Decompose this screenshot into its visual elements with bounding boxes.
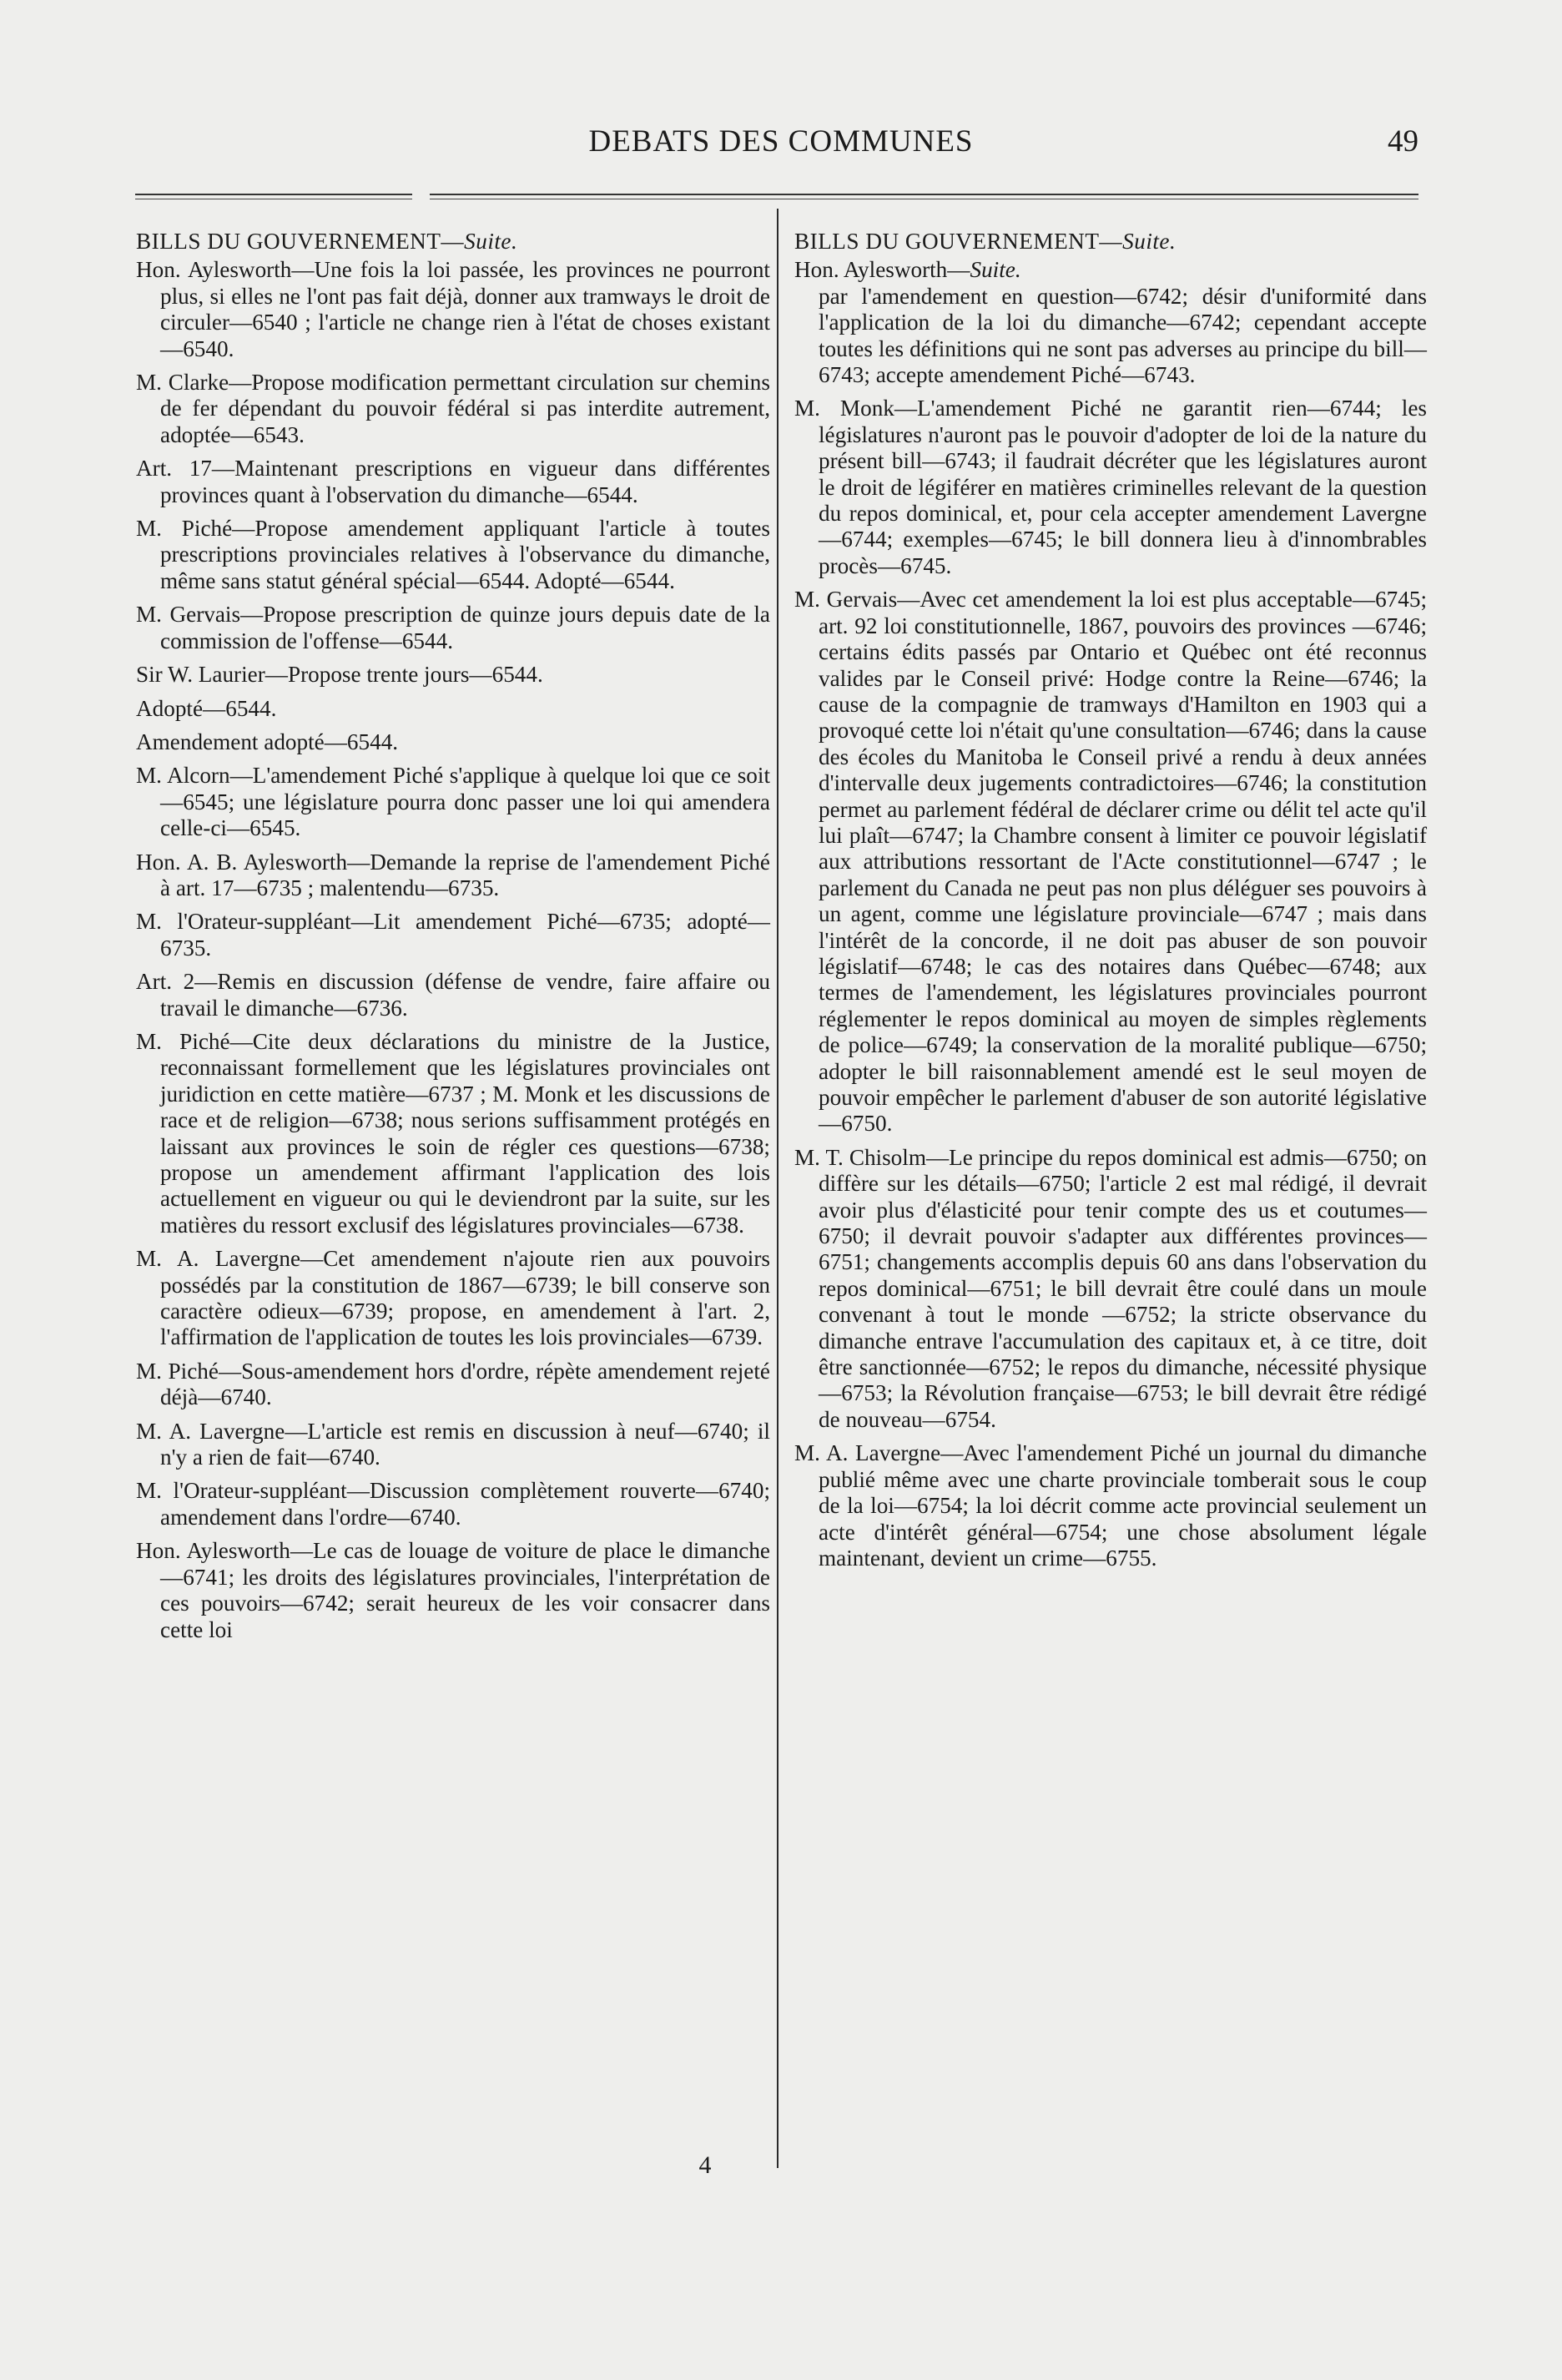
index-entry: Adopté—6544. <box>136 695 277 721</box>
index-entry: M. A. Lavergne—Avec l'amendement Piché un journal du dimanche publié même avec une charte provinciale tomberait sous le coup de la loi—6754; la loi décrit comme acte provincial seulement un acte d'intérêt général—6754; une chose absolument légale maintenant, devient un crime—6755. <box>794 1440 1427 1571</box>
index-entry: M. Piché—Sous-amendement hors d'ordre, répète amendement rejeté déjà—6740. <box>136 1358 770 1410</box>
index-entry: Hon. A. B. Aylesworth—Demande la reprise de l'amendement Piché à art. 17—6735 ; malentendu—6735. <box>136 849 770 900</box>
page-number: 49 <box>1388 124 1418 159</box>
index-entry: M. Alcorn—L'amendement Piché s'applique à quelque loi que ce soit—6545; une législature pourra donc passer une loi qui amendera celle-ci—6545. <box>136 763 770 841</box>
index-entry: M. Piché—Cite deux déclarations du ministre de la Justice, reconnaissant formellement que les législatures provinciales ont juridiction en cette matière—6737 ; M. Monk et les discussions de race et de religion—6738; nous serions suffisamment protégés en laissant aux provinces le soin de régler ces questions—6738; propose un amendement affirmant l'application des lois actuellement en vigueur ou qui le deviendront par la suite, sur les matières du ressort exclusif des législatures provinciales—6738. <box>136 1028 770 1238</box>
index-entry: M. l'Orateur-suppléant—Lit amendement Piché—6735; adopté—6735. <box>136 909 770 961</box>
index-entry: M. Gervais—Propose prescription de quinze jours depuis date de la commission de l'offense—6544. <box>136 602 770 653</box>
column-divider <box>777 209 778 2168</box>
index-entry: M. A. Lavergne—L'article est remis en discussion à neuf—6740; il n'y a rien de fait—6740. <box>136 1418 770 1470</box>
index-entry: M. Piché—Propose amendement appliquant l'article à toutes prescriptions provinciales relatives à l'observance du dimanche, même sans statut général spécial—6544. Adopté—6544. <box>136 516 770 593</box>
index-entry: M. T. Chisolm—Le principe du repos dominical est admis—6750; on diffère sur les détails—6750; l'article 2 est mal rédigé, il devrait avoir plus d'élasticité pour tenir compte des us et coutumes—6750; il devrait pouvoir s'adapter aux différentes provinces—6751; changements accomplis depuis 60 ans dans l'observation du repos dominical—6751; le bill devrait être coulé dans un moule convenant à tout le monde —6752; la stricte observance du dimanche entrave l'accumulation des capitaux et, à ce titre, doit être sanctionnée—6752; le repos du dimanche, nécessité physique—6753; la Révolution française—6753; le bill devrait être rédigé de nouveau—6754. <box>794 1144 1427 1432</box>
signature-mark: 4 <box>698 2151 712 2179</box>
header-rule-left-top <box>135 194 412 195</box>
index-entry: Art. 17—Maintenant prescriptions en vigueur dans différentes provinces quant à l'observation du dimanche—6544. <box>136 456 770 507</box>
index-entry: M. Monk—L'amendement Piché ne garantit rien—6744; les législatures n'auront pas le pouvoir d'adopter de loi de la nature du présent bill—6743; il faudrait décréter que les législatures auront le droit de légiférer en matières criminelles relevant de la question du repos dominical, et, pour cela accepter amendement Lavergne—6744; exemples—6745; le bill donnera lieu à d'innombrables procès—6745. <box>794 396 1427 578</box>
index-entry: Hon. Aylesworth—Le cas de louage de voiture de place le dimanche—6741; les droits des législatures provinciales, l'interprétation de ces pouvoirs—6742; serait heureux de les voir consacrer dans cette loi <box>136 1538 770 1642</box>
right-column-heading: BILLS DU GOUVERNEMENT—Suite. <box>794 229 1177 254</box>
index-entry: Art. 2—Remis en discussion (défense de vendre, faire affaire ou travail le dimanche—6736. <box>136 969 770 1021</box>
page-title: DEBATS DES COMMUNES <box>588 124 974 159</box>
index-entry: Amendement adopté—6544. <box>136 729 399 754</box>
left-column <box>136 229 770 1651</box>
left-column-heading: BILLS DU GOUVERNEMENT—Suite. <box>136 229 518 254</box>
index-entry: M. Gervais—Avec cet amendement la loi est plus acceptable—6745; art. 92 loi constitutionnelle, 1867, pouvoirs des provinces —6746; certains édits passés par Ontario et Québec ont été reconnus valides par le Conseil privé: Hodge contre la Reine—6746; la cause de la compagnie de tramways d'Hamilton en 1903 qui a provoqué cette loi n'était qu'une consultation—6746; dans la cause des écoles du Manitoba le Conseil privé a rendu à deux années d'intervalle deux jugements contradictoires—6746; la constitution permet au parlement fédéral de déclarer crime ou délit tel acte qu'il lui plaît—6747; la Chambre consent à limiter ce pouvoir législatif aux attributions ressortant de l'Acte constitutionnel—6747 ; le parlement du Canada ne peut pas non plus déléguer ses pouvoirs à un agent, comme une législature provinciale—6747 ; mais dans l'intérêt de la concorde, il ne doit pas abuser de son pouvoir législatif—6748; le cas des notaires dans Québec—6748; aux termes de l'amendement, les législatures provinciales pourront réglementer le repos dominical au moyen de simples règlements de police—6749; la conservation de la moralité publique—6750; adopter le bill raisonnablement amendé est le seul moyen de pouvoir empêcher le parlement d'abuser de son autorité législative —6750. <box>794 587 1427 1137</box>
right-column <box>794 229 1427 1579</box>
index-entry-continued: Hon. Aylesworth—Suite. par l'amendement en question—6742; désir d'uniformité dans l'application de la loi du dimanche—6742; cependant accepte toutes les définitions qui ne sont pas adverses au principe du bill—6743; accepte amendement Piché—6743. <box>794 257 1427 388</box>
index-entry: M. A. Lavergne—Cet amendement n'ajoute rien aux pouvoirs possédés par la constitution de 1867—6739; le bill conserve son caractère odieux—6739; propose, en amendement à l'art. 2, l'affirmation de l'application de toutes les lois provinciales—6739. <box>136 1246 770 1350</box>
index-entry: Hon. Aylesworth—Une fois la loi passée, les provinces ne pourront plus, si elles ne l'ont pas fait déjà, donner aux tramways le droit de circuler—6540 ; l'article ne change rien à l'état de choses existant—6540. <box>136 257 770 361</box>
index-entry: M. Clarke—Propose modification permettant circulation sur chemins de fer dépendant du pouvoir fédéral si pas interdite autrement, adoptée—6543. <box>136 370 770 447</box>
index-entry: Sir W. Laurier—Propose trente jours—6544. <box>136 662 543 688</box>
header-rule-right-top <box>430 194 1418 195</box>
index-entry: M. l'Orateur-suppléant—Discussion complètement rouverte—6740; amendement dans l'ordre—6740. <box>136 1478 770 1530</box>
